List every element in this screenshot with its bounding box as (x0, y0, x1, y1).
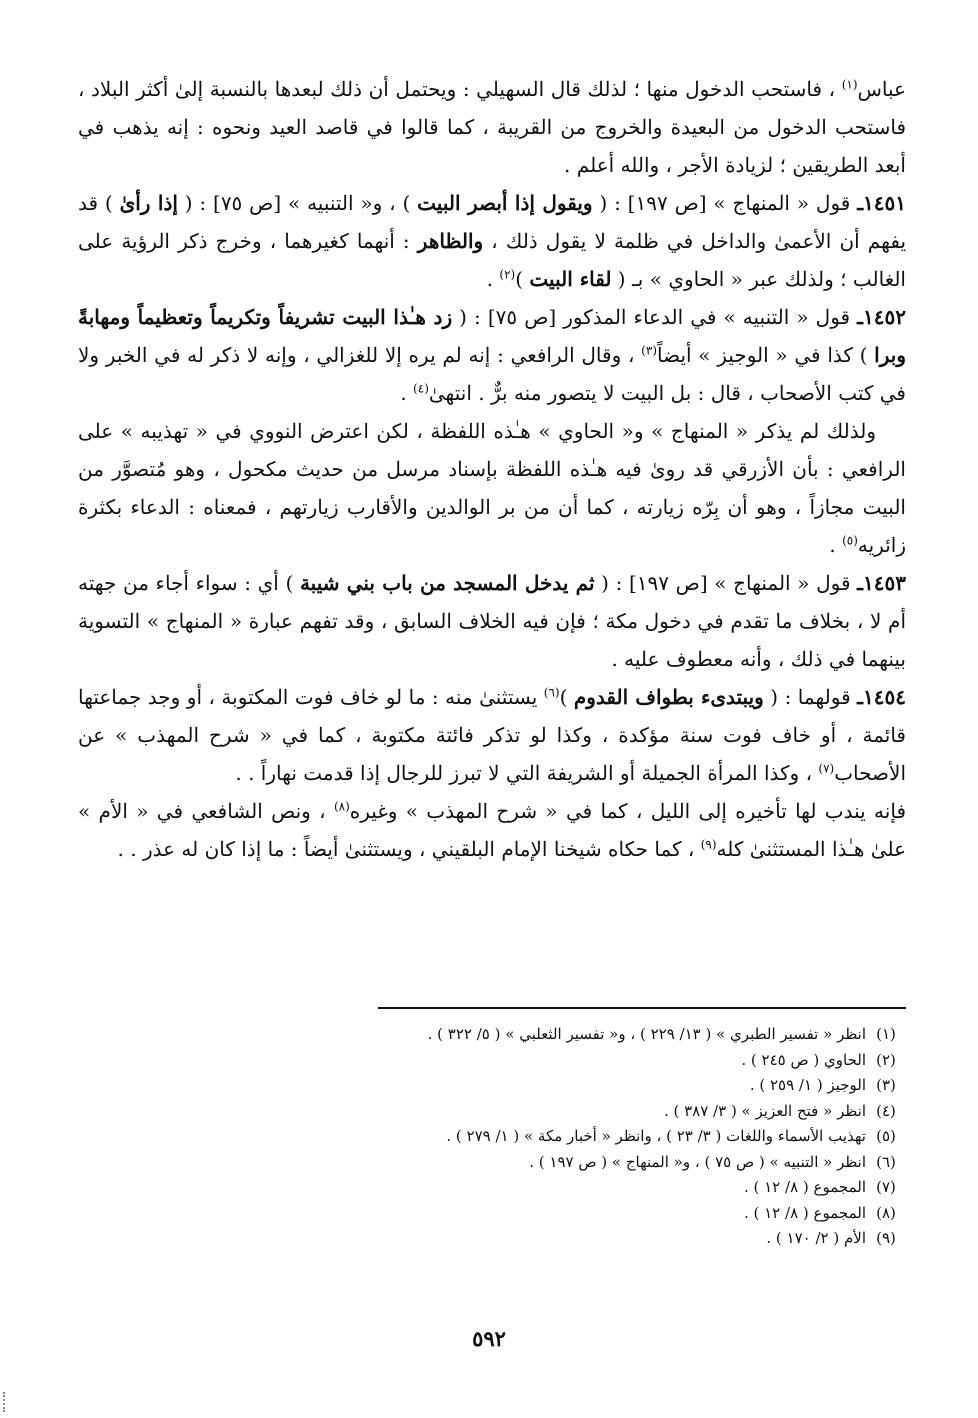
text-run: ) قد يفهم أن الأعمىٰ والداخل في ظلمة لا يقول ذلك ، (78, 191, 907, 253)
text-run: ) (559, 685, 574, 709)
footnote-ref: (٧) (818, 761, 835, 776)
quoted-text: ثم يدخل المسجد من باب بني شيبة (299, 571, 595, 595)
footnote-number: (٧) (876, 1178, 896, 1196)
footnote-ref: (٥) (842, 533, 858, 548)
footnote-ref: (٢) (499, 267, 516, 282)
footnote-text: الوجيز ( ١/ ٢٥٩ ) . (749, 1076, 866, 1094)
footnote (78, 1048, 906, 1074)
paragraph (78, 678, 906, 792)
text-run: ، ونص الشافعي في « الأم » علىٰ هـٰذا المستثنىٰ كله (78, 799, 906, 861)
footnote-ref: (٤) (413, 381, 429, 396)
footnote-number: (٦) (876, 1152, 896, 1171)
footnote-number: (١) (876, 1025, 896, 1043)
issue-number: ١٤٥٢ـ (857, 305, 906, 329)
footnote-ref: (٨) (333, 799, 350, 814)
footnote (78, 1124, 906, 1150)
text-run: ، وكذا المرأة الجميلة أو الشريفة التي لا تبرز للرجال إذا قدمت نهاراً . . (235, 761, 819, 785)
footnote (78, 1150, 906, 1176)
text-run: قول « المنهاج » [ص ١٩٧] : ( (592, 191, 858, 215)
footnote-text: تهذيب الأسماء واللغات ( ٣/ ٢٣ ) ، وانظر « أخبار مكة » ( ١/ ٢٧٩ ) . (446, 1127, 866, 1145)
footnote-number: (٨) (876, 1203, 896, 1222)
footnote-number: (٥) (876, 1127, 896, 1145)
paragraph (78, 70, 906, 184)
text-run: . (486, 267, 500, 291)
main-text (78, 70, 906, 868)
footnote-separator (378, 1007, 906, 1009)
text-run: فإنه يندب لها تأخيره إلى الليل ، كما في « شرح المهذب » وغيره (349, 799, 907, 823)
text-run: ) ، و« التنبيه » [ص ٧٥] : ( (177, 191, 418, 215)
paragraph (78, 564, 906, 678)
paragraph (78, 298, 906, 412)
scan-margin-mark (3, 1392, 7, 1412)
text-run: ، فاستحب الدخول منها ؛ لذلك قال السهيلي : ويحتمل أن ذلك لبعدها بالنسبة إلىٰ أكثر البلاد ، فاستحب الدخول من البعيدة والخروج من القريبة ، كما قالوا في قاصد العيد ونحوه : إنه يذهب في أبعد الطريقين ؛ لزيادة الأجر ، والله أعلم . (78, 77, 906, 177)
paragraph (78, 792, 906, 868)
footnote-text: المجموع ( ٨/ ١٢ ) . (743, 1178, 866, 1196)
footnote-text: انظر « التنبيه » ( ص ٧٥ ) ، و« المنهاج » ( ص ١٩٧ ) . (529, 1152, 866, 1171)
footnote-ref: (١) (841, 77, 858, 92)
footnote-number: (٣) (876, 1076, 896, 1094)
text-run: قولهما : ( (763, 685, 858, 709)
text-run: قول « التنبيه » في الدعاء المذكور [ص ٧٥] : ( (452, 305, 858, 329)
text-run: ، وقال الرافعي : إنه لم يره إلا للغزالي ، وإنه لا ذكر له في الخبر ولا في كتب الأصحاب ، قال : بل البيت لا يتصور منه برٌّ . انتهىٰ (78, 343, 906, 405)
footnote-text: انظر « فتح العزيز » ( ٣/ ٣٨٧ ) . (663, 1101, 866, 1120)
quoted-text: إذا رأىٰ (119, 191, 178, 215)
page-number: ٥٩٢ (472, 1326, 506, 1351)
footnote-text: الأم ( ٢/ ١٧٠ ) . (766, 1229, 866, 1247)
footnotes (78, 1022, 906, 1252)
text-run: يستثنىٰ منه : ما لو خاف فوت المكتوبة ، أو وجد جماعتها قائمة ، أو خاف فوت سنة مؤكدة ، وكذا لو تذكر فائتة مكتوبة ، كما في « شرح المهذب » عن الأصحاب (78, 685, 906, 785)
footnote-number: (٤) (876, 1101, 896, 1120)
footnote-text: الحاوي ( ص ٢٤٥ ) . (741, 1050, 866, 1069)
footnote-ref: (٣) (641, 343, 657, 358)
issue-number: ١٤٥١ـ (857, 191, 907, 215)
quoted-text: ويبتدىء بطواف القدوم (573, 685, 764, 709)
quoted-text: والظاهر (417, 229, 484, 253)
quoted-text: زد هـٰذا البيت تشريفاً وتكريماً وتعظيماً ومهابةً وبرا (78, 305, 906, 367)
footnote (78, 1022, 906, 1048)
text-run: . (400, 381, 414, 405)
text-run: ) كذا في « الوجيز » أيضاً (657, 343, 875, 367)
issue-number: ١٤٥٤ـ (857, 685, 906, 709)
text-run: . (829, 533, 843, 557)
footnote-text: انظر « تفسير الطبري » ( ١٣/ ٢٢٩ ) ، و« تفسير الثعلبي » ( ٥/ ٣٢٢ ) . (427, 1025, 866, 1043)
quoted-text: لقاء البيت (529, 267, 612, 291)
issue-number: ١٤٥٣ـ (857, 571, 906, 595)
text-run: ولذلك لم يذكر « المنهاج » و« الحاوي » هـٰذه اللفظة ، لكن اعترض النووي في « تهذيبه » على الرافعي : بأن الأزرقي قد روىٰ فيه هـٰذه اللفظة بإسناد مرسل من حديث مكحول ، وهو مُتصوَّر من البيت مجازاً ، وهو أن بِرّه زيارته ، كما أن من بر الوالدين والأقارب زيارتهم ، فمعناه : الدعاء بكثرة زائريه (78, 419, 906, 557)
text-run: ) أي : سواء أجاء من جهته أم لا ، بخلاف ما تقدم في دخول مكة ؛ فإن فيه الخلاف السابق ، وقد تفهم عبارة « المنهاج » التسوية بينهما في ذلك ، وأنه معطوف عليه . (78, 571, 906, 671)
footnote (78, 1175, 906, 1201)
footnote-number: (٢) (876, 1050, 896, 1069)
paragraph (78, 184, 906, 298)
footnote-text: المجموع ( ٨/ ١٢ ) . (743, 1203, 866, 1222)
quoted-text: ويقول إذا أبصر البيت (417, 191, 593, 215)
text-run: ) (515, 267, 530, 291)
footnote (78, 1099, 906, 1125)
footnote-ref: (٩) (700, 837, 717, 852)
footnote (78, 1073, 906, 1099)
footnote-ref: (٦) (543, 685, 560, 700)
paragraph (78, 412, 906, 564)
footnote (78, 1201, 906, 1227)
text-run: عباس (857, 77, 906, 101)
text-run: قول « المنهاج » [ص ١٩٧] : ( (594, 571, 858, 595)
text-run: ، كما حكاه شيخنا الإمام البلقيني ، ويستثنىٰ أيضاً : ما إذا كان له عذر . . (117, 837, 701, 861)
text-run: : أنهما كغيرهما ، وخرج ذكر الرؤية على الغالب ؛ ولذلك عبر « الحاوي » بـ ( (78, 229, 906, 291)
footnote-number: (٩) (876, 1229, 896, 1247)
footnote (78, 1226, 906, 1252)
